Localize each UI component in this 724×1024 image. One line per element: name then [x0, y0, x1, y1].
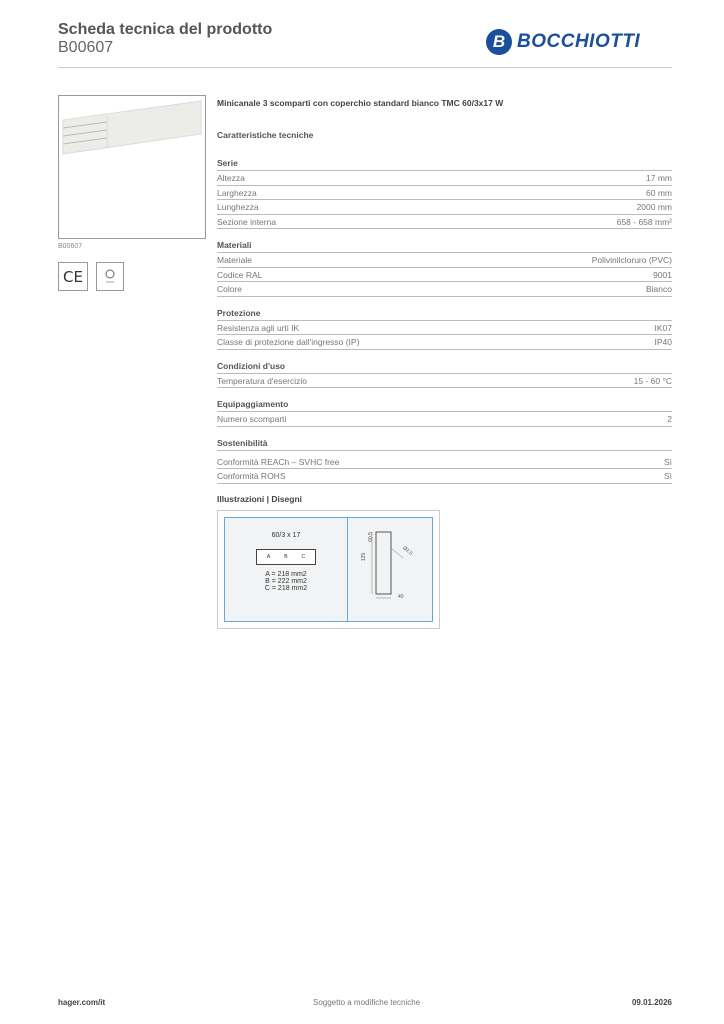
product-image [58, 95, 206, 239]
header-divider [58, 67, 672, 68]
spec-value: 60 mm [646, 187, 672, 198]
dim-hole: Ø2.5 [401, 544, 414, 557]
spec-row [217, 200, 672, 215]
area-a: A = 218 mm2 [265, 570, 307, 578]
spec-label: Numero scomparti [217, 414, 287, 424]
illustrations-title: Illustrazioni | Disegni [217, 493, 303, 504]
spec-group [217, 239, 672, 297]
spec-row [217, 374, 672, 389]
footer-website[interactable]: hager.com/it [58, 998, 106, 1007]
spec-group-title: Materiali [217, 239, 672, 253]
compartment-a: A [266, 553, 271, 560]
spec-label: Colore [217, 284, 243, 294]
spec-group-title: Equipaggiamento [217, 398, 672, 412]
image-code: B00607 [58, 243, 83, 250]
technical-drawing [217, 510, 440, 629]
spec-value: 2 [667, 414, 672, 424]
spec-value: 9001 [653, 269, 672, 280]
brand-logo-icon: B [486, 29, 512, 55]
spec-value: Sì [663, 456, 672, 467]
spec-value: Sì [663, 471, 672, 481]
spec-row [217, 412, 672, 427]
spec-group [217, 360, 672, 389]
spec-value: 658 - 658 mm² [616, 216, 672, 227]
brand-name: BOCCHIOTTI [517, 31, 641, 52]
spec-value: 2000 mm [636, 202, 672, 212]
spec-row [217, 321, 672, 336]
area-c: C = 218 mm2 [264, 584, 308, 592]
spec-row [217, 282, 672, 297]
cross-section-drawing [225, 518, 348, 621]
section-title: Caratteristiche tecniche [217, 130, 314, 140]
spec-label: Temperatura d'esercizio [217, 375, 307, 386]
dim-height: 125 [361, 552, 368, 561]
dim-spacing: 60.5 [367, 531, 374, 542]
spec-group-title: Protezione [217, 307, 672, 321]
spec-row [217, 268, 672, 283]
spec-group-title: Serie [217, 157, 672, 171]
spec-label: Lunghezza [217, 202, 259, 212]
spec-value: IP40 [654, 337, 672, 347]
spec-row [217, 186, 672, 201]
spec-group [217, 307, 672, 350]
spec-value: Bianco [646, 284, 672, 294]
spec-label: Conformità ROHS [217, 471, 286, 481]
spec-row [217, 215, 672, 230]
compartment-c: C [301, 553, 306, 560]
spec-panel [217, 98, 672, 629]
spec-row [217, 253, 672, 268]
spec-row [217, 469, 672, 484]
area-b: B = 222 mm2 [265, 577, 307, 585]
spec-label: Classe di protezione dall'ingresso (IP) [217, 337, 360, 347]
spec-row [217, 455, 672, 470]
footer-note: Soggetto a modifiche tecniche [313, 998, 421, 1007]
spec-value: 17 mm [646, 173, 672, 183]
certification-icon [96, 262, 124, 291]
spec-row [217, 335, 672, 350]
spec-group [217, 437, 672, 484]
spec-label: Altezza [217, 173, 245, 183]
spec-groups [217, 157, 672, 484]
product-title: Minicanale 3 scomparti con coperchio standard bianco TMC 60/3x17 W [217, 98, 504, 108]
brand-logo [486, 29, 640, 55]
drawing-label: 60/3 x 17 [271, 531, 301, 539]
spec-label: Codice RAL [217, 269, 263, 280]
ce-mark-icon: CE [58, 262, 88, 291]
spec-value: 15 - 60 °C [633, 375, 672, 386]
spec-value: Polivinilcloruro (PVC) [591, 255, 672, 265]
spec-label: Larghezza [217, 187, 257, 198]
compartment-b: B [284, 553, 288, 560]
spec-value: IK07 [654, 322, 672, 333]
spec-label: Sezione interna [217, 216, 277, 227]
spec-group [217, 157, 672, 229]
side-view-drawing [348, 518, 432, 621]
spec-group-title: Condizioni d'uso [217, 360, 672, 374]
spec-label: Resistenza agli urti IK [217, 322, 300, 333]
spec-label: Conformità REACh – SVHC free [217, 456, 340, 467]
spec-row [217, 171, 672, 186]
page-title: Scheda tecnica del prodotto [58, 21, 273, 38]
spec-label: Materiale [217, 255, 252, 265]
footer-date: 09.01.2026 [631, 998, 672, 1007]
spec-group-title: Sostenibilità [217, 437, 672, 451]
dim-width: 40 [398, 593, 404, 600]
spec-group [217, 398, 672, 427]
product-code: B00607 [58, 39, 114, 56]
